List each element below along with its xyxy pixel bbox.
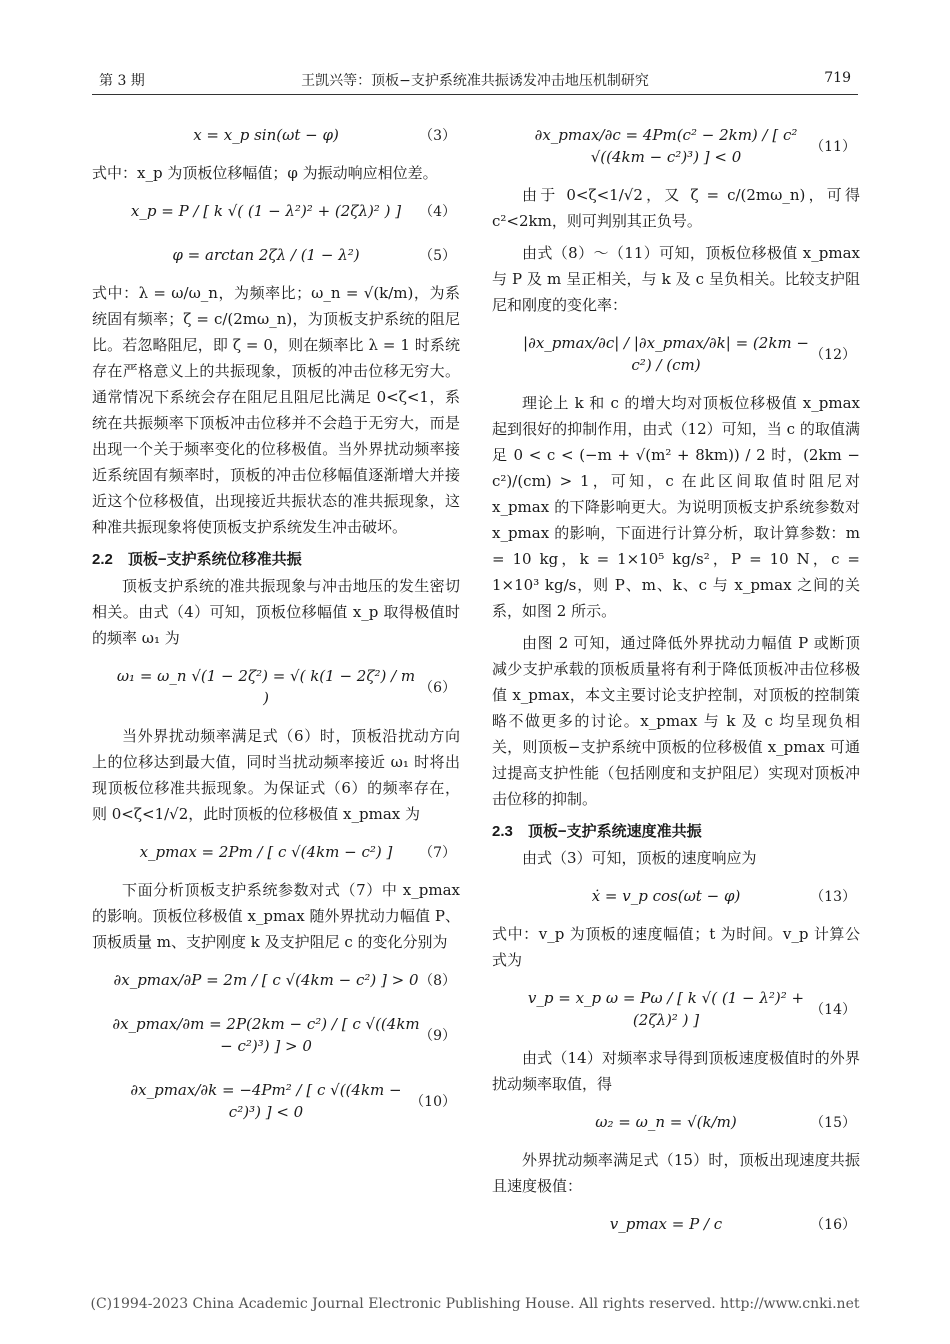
- equation-number: （12）: [810, 347, 856, 363]
- paragraph: 由式（14）对频率求导得到顶板速度极值时的外界扰动频率取值，得: [492, 1049, 860, 1093]
- equation-number: （15）: [810, 1115, 856, 1131]
- equation-number: （9）: [419, 1028, 456, 1044]
- running-title: 王凯兴等：顶板−支护系统准共振诱发冲击地压机制研究: [301, 73, 649, 89]
- paragraph: 由于 0<ζ<1/√2，又 ζ = c/(2mω_n)，可得 c²<2km，则可判别其正负号。: [492, 186, 860, 230]
- equation-12: [492, 324, 860, 384]
- paragraph: 理论上 k 和 c 的增大均对顶板位移极值 x_pmax 起到很好的抑制作用，由式（12）可知，当 c 的取值满足 0 < c < (−m + √(m² + 8km)) / 2 时，(2km − c²)/(cm) > 1，可知，c 在此区间取值时阻尼对 x_pmax 的下降影响更大。为说明顶板支护系统参数对 x_pmax 的影响，下面进行计算分析，取计算参数：m = 10 kg，k = 1×10⁵ kg/s²，P = 10 N，c = 1×10³ kg/s，则 P、m、k、c 与 x_pmax 之间的关系，如图 2 所示。: [492, 394, 860, 620]
- equation-text: x_p = P / [ k √( (1 − λ²)² + (2ζλ)² ) ]: [130, 202, 402, 220]
- equation-number: （14）: [810, 1002, 856, 1018]
- equation-number: （10）: [410, 1094, 456, 1110]
- equation-14: [492, 979, 860, 1039]
- paragraph: 式中：x_p 为顶板位移幅值；φ 为振动响应相位差。: [92, 164, 438, 182]
- equation-text: v_p = x_p ω = Pω / [ k √( (1 − λ²)² + (2ζλ)² ) ]: [527, 989, 805, 1029]
- equation-number: （5）: [419, 248, 456, 264]
- equation-9: [92, 1005, 460, 1065]
- page-header: [0, 0, 950, 96]
- equation-8: [92, 961, 460, 999]
- equation-text: ω₂ = ω_n = √(k/m): [595, 1113, 737, 1131]
- equation-number: （3）: [419, 128, 456, 144]
- equation-3: [92, 116, 460, 154]
- header-rule: [92, 94, 858, 95]
- equation-number: （4）: [419, 204, 456, 220]
- equation-number: （6）: [419, 680, 456, 696]
- equation-text: x = x_p sin(ωt − φ): [193, 126, 339, 144]
- left-column: [92, 110, 460, 1137]
- paragraph: 当外界扰动频率满足式（6）时，顶板沿扰动方向上的位移达到最大值，同时当扰动频率接近 ω₁ 时将出现顶板位移准共振现象。为保证式（6）的频率存在，则 0<ζ<1/√2，此时顶板的位移极值 x_pmax 为: [92, 727, 460, 823]
- paragraph: 由图 2 可知，通过降低外界扰动力幅值 P 或断顶减少支护承载的顶板质量将有利于降低顶板冲击位移极值 x_pmax，本文主要讨论支护控制，对顶板的控制策略不做更多的讨论。x_pmax 与 k 及 c 均呈现负相关，则顶板−支护系统中顶板的位移极值 x_pmax 可通过提高支护性能（包括刚度和支护阻尼）实现对顶板冲击位移的抑制。: [492, 634, 860, 808]
- paragraph: 由式（8）～（11）可知，顶板位移极值 x_pmax 与 P 及 m 呈正相关，与 k 及 c 呈负相关。比较支护阻尼和刚度的变化率：: [492, 244, 860, 314]
- equation-text: ∂x_pmax/∂m = 2P(2km − c²) / [ c √((4km − c²)³) ] > 0: [112, 1015, 420, 1055]
- paragraph: 顶板支护系统的准共振现象与冲击地压的发生密切相关。由式（4）可知，顶板位移幅值 x_p 取得极值时的频率 ω₁ 为: [92, 577, 460, 647]
- paragraph: 下面分析顶板支护系统参数对式（7）中 x_pmax 的影响。顶板位移极值 x_pmax 随外界扰动力幅值 P、顶板质量 m、支护刚度 k 及支护阻尼 c 的变化分别为: [92, 881, 460, 951]
- paragraph: 式中：v_p 为顶板的速度幅值；t 为时间。v_p 计算公式为: [492, 925, 860, 969]
- equation-5: [92, 236, 460, 274]
- paragraph: 式中：λ = ω/ω_n，为频率比；ω_n = √(k/m)，为系统固有频率；ζ = c/(2mω_n)，为顶板支护系统的阻尼比。若忽略阻尼，即 ζ = 0，则在频率比 λ = 1 时系统存在严格意义上的共振现象，顶板的冲击位移无穷大。通常情况下系统会存在阻尼且阻尼比满足 0<ζ<1，系统在共振频率下顶板冲击位移并不会趋于无穷大，而是出现一个关于频率变化的位移极值。当外界扰动频率接近系统固有频率时，顶板的冲击位移幅值逐渐增大并接近这个位移极值，出现接近共振状态的准共振现象，这种准共振现象将使顶板支护系统发生冲击破坏。: [92, 284, 460, 536]
- equation-text: ∂x_pmax/∂P = 2m / [ c √(4km − c²) ] > 0: [113, 971, 419, 989]
- equation-number: （13）: [810, 889, 856, 905]
- equation-number: （8）: [419, 973, 456, 989]
- right-column: [492, 110, 860, 1249]
- equation-10: [92, 1071, 460, 1131]
- equation-text: φ = arctan 2ζλ / (1 − λ²): [172, 246, 360, 264]
- equation-7: [92, 833, 460, 871]
- equation-11: [492, 116, 860, 176]
- equation-text: ω₁ = ω_n √(1 − 2ζ²) = √( k(1 − 2ζ²) / m ): [116, 667, 416, 707]
- equation-4: [92, 192, 460, 230]
- equation-number: （16）: [810, 1217, 856, 1233]
- equation-text: ∂x_pmax/∂k = −4Pm² / [ c √((4km − c²)³) ] < 0: [130, 1081, 402, 1121]
- equation-text: ∂x_pmax/∂c = 4Pm(c² − 2km) / [ c² √((4km − c²)³) ] < 0: [534, 126, 798, 166]
- section-heading: 2.2 顶板−支护系统位移准共振: [92, 551, 302, 568]
- paragraph: 外界扰动频率满足式（15）时，顶板出现速度共振且速度极值：: [492, 1151, 860, 1195]
- equation-number: （11）: [810, 139, 856, 155]
- page-number: 719: [824, 70, 851, 86]
- equation-6: [92, 657, 460, 717]
- copyright-footer: (C)1994-2023 China Academic Journal Electronic Publishing House. All rights reserved. http://www.cnki.net: [90, 1296, 860, 1312]
- equation-text: x_pmax = 2Pm / [ c √(4km − c²) ]: [139, 843, 393, 861]
- equation-number: （7）: [419, 845, 456, 861]
- equation-text: ẋ = v_p cos(ωt − φ): [591, 887, 741, 905]
- paragraph: 由式（3）可知，顶板的速度响应为: [522, 849, 757, 867]
- section-heading: 2.3 顶板−支护系统速度准共振: [492, 823, 702, 840]
- equation-13: [492, 877, 860, 915]
- equation-15: [492, 1103, 860, 1141]
- equation-text: |∂x_pmax/∂c| / |∂x_pmax/∂k| = (2km − c²) / (cm): [523, 334, 809, 374]
- equation-text: v_pmax = P / c: [609, 1215, 723, 1233]
- equation-16: [492, 1205, 860, 1243]
- issue-label: 第 3 期: [99, 73, 145, 89]
